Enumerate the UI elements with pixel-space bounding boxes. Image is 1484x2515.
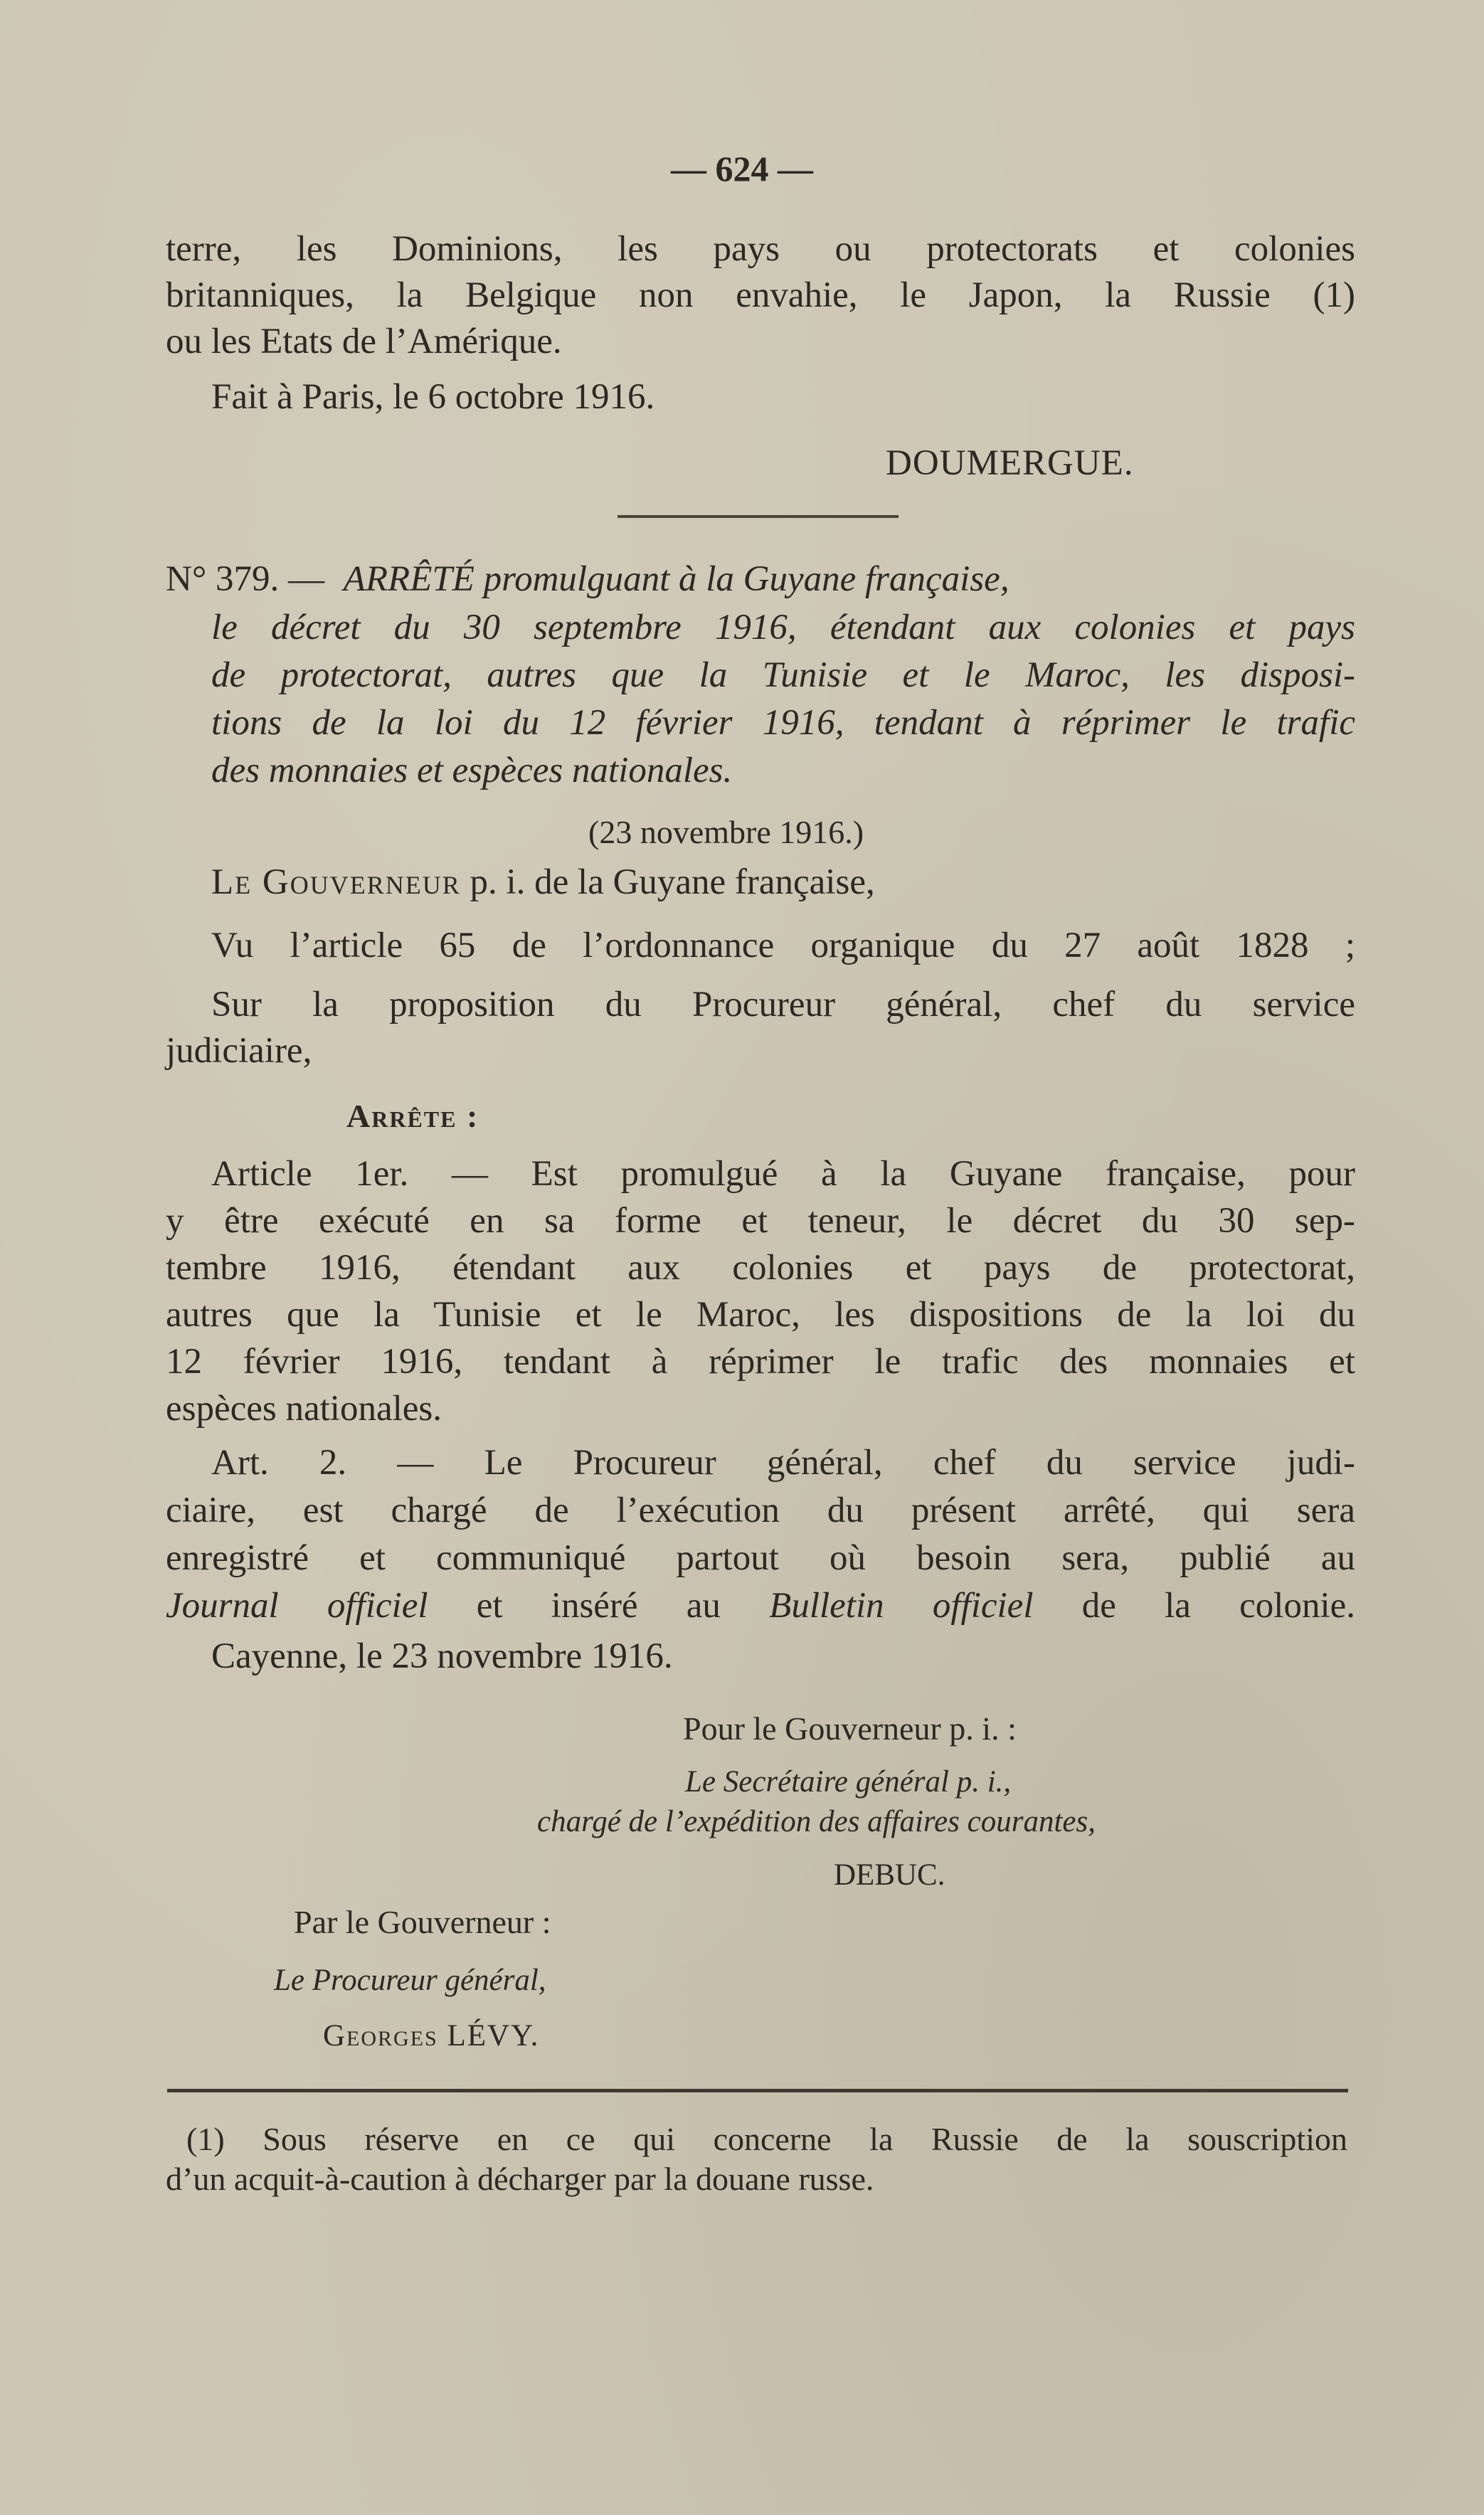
- footnote-rule: [167, 2089, 1348, 2092]
- countersign-title: Le Procureur général,: [274, 1964, 546, 1997]
- arrete-heading-line: de protectorat, autres que la Tunisie et le Maroc, les disposi-: [211, 655, 1355, 695]
- footnote-line: d’un acquit-à-caution à décharger par la douane russe.: [166, 2161, 874, 2197]
- vu-line: Vu l’article 65 de l’ordonnance organique du 27 août 1828 ;: [211, 926, 1355, 965]
- separator-rule: [618, 515, 899, 518]
- arrete-heading-line: tions de la loi du 12 février 1916, tendant à réprimer le trafic: [211, 703, 1355, 743]
- article1-line: tembre 1916, étendant aux colonies et pays de protectorat,: [166, 1248, 1355, 1288]
- arrete-label: Arrête :: [346, 1098, 479, 1134]
- article2-line: enregistré et communiqué partout où besoin sera, publié au: [166, 1538, 1355, 1578]
- article1-line: autres que la Tunisie et le Maroc, les dispositions de la loi du: [166, 1295, 1355, 1335]
- text-fragment: et inséré au: [428, 1586, 770, 1626]
- article1-line: espèces nationales.: [166, 1389, 442, 1429]
- article1-line: 12 février 1916, tendant à réprimer le trafic des monnaies et: [166, 1342, 1355, 1382]
- article2-last-line: [166, 1583, 1355, 1629]
- text-fragment: de la colonie.: [1033, 1586, 1356, 1626]
- issuer-title: Le Gouverneur: [211, 862, 461, 902]
- signature-pour: Pour le Gouverneur p. i. :: [683, 1710, 1017, 1747]
- place-date: Fait à Paris, le 6 octobre 1916.: [211, 377, 655, 417]
- place-date: Cayenne, le 23 novembre 1916.: [211, 1636, 673, 1676]
- secretary-line: chargé de l’expédition des affaires courantes,: [537, 1805, 1096, 1838]
- signature: DOUMERGUE.: [886, 443, 1134, 483]
- text-line: terre, les Dominions, les pays ou protectorats et colonies: [166, 229, 1355, 269]
- arrete-number: N° 379. —: [166, 559, 324, 599]
- arrete-heading-text: ARRÊTÉ promulguant à la Guyane française,: [343, 559, 1009, 599]
- page-number: — 624 —: [671, 149, 813, 189]
- article2-line: Art. 2. — Le Procureur général, chef du service judi-: [211, 1443, 1355, 1483]
- article1-line: y être exécuté en sa forme et teneur, le décret du 30 sep-: [166, 1201, 1355, 1241]
- text-line: britanniques, la Belgique non envahie, le Japon, la Russie (1): [166, 275, 1355, 315]
- issuer-rest: p. i. de la Guyane française,: [470, 862, 875, 902]
- sur-line: judiciaire,: [166, 1031, 312, 1071]
- arrete-heading-line: le décret du 30 septembre 1916, étendant aux colonies et pays: [211, 608, 1355, 647]
- article1-line: Article 1er. — Est promulgué à la Guyane française, pour: [211, 1154, 1355, 1194]
- article2-line: ciaire, est chargé de l’exécution du présent arrêté, qui sera: [166, 1491, 1355, 1530]
- arrete-date: (23 novembre 1916.): [588, 814, 864, 850]
- countersign-name: Georges LÉVY.: [323, 2019, 540, 2053]
- arrete-heading-first-line: [166, 556, 1355, 602]
- issuer-line: [211, 859, 875, 905]
- bulletin-officiel: Bulletin officiel: [769, 1586, 1034, 1626]
- journal-officiel: Journal officiel: [166, 1586, 428, 1626]
- secretary-name: DEBUC.: [834, 1858, 945, 1892]
- sur-line: Sur la proposition du Procureur général, chef du service: [211, 985, 1355, 1024]
- arrete-heading-line: des monnaies et espèces nationales.: [211, 751, 733, 790]
- countersign-par: Par le Gouverneur :: [294, 1904, 551, 1940]
- footnote-line: (1) Sous réserve en ce qui concerne la Russie de la souscription: [186, 2121, 1347, 2157]
- text-line: ou les Etats de l’Amérique.: [166, 322, 562, 361]
- secretary-line: Le Secrétaire général p. i.,: [685, 1765, 1012, 1799]
